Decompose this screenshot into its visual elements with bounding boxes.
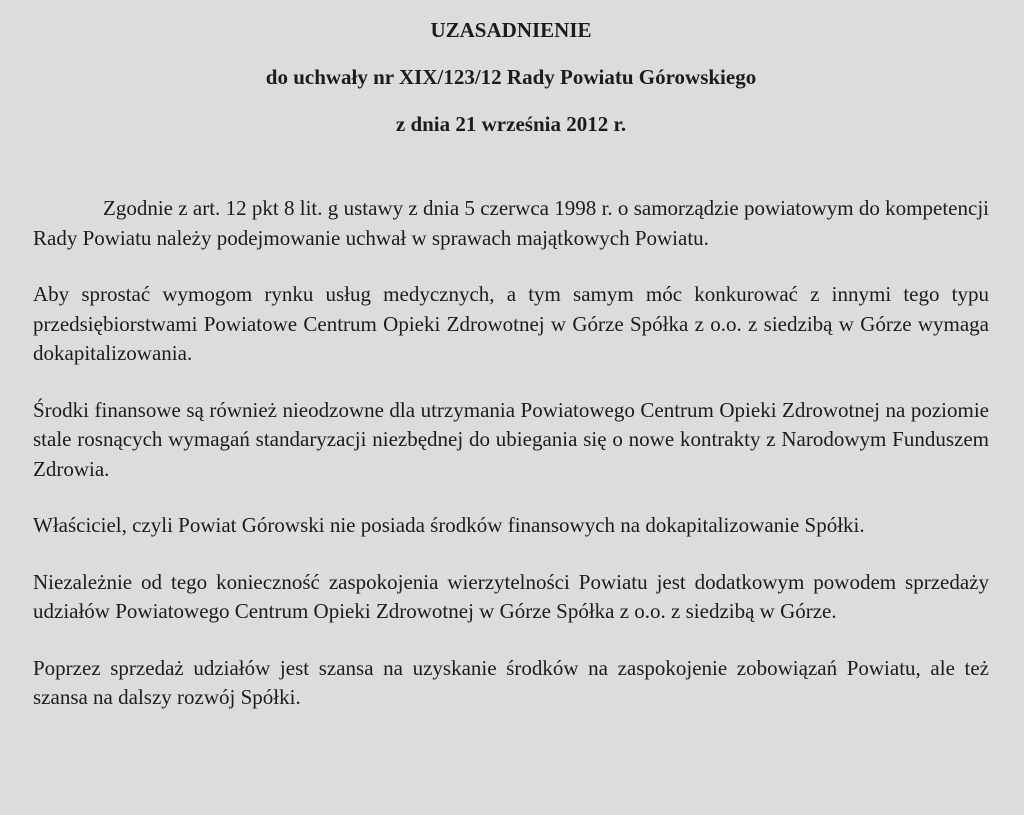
- document-date: z dnia 21 września 2012 r.: [395, 112, 627, 136]
- paragraph-sale-opportunity: Poprzez sprzedaż udziałów jest szansa na uzyskanie środków na zaspokojenie zobowiązań Powiatu, ale też szansa na dalszy rozwój Spółki.: [33, 655, 989, 709]
- document-subtitle: do uchwały nr XIX/123/12 Rady Powiatu Górowskiego: [265, 65, 757, 89]
- document-title: UZASADNIENIE: [430, 18, 592, 42]
- paragraph-recapitalization-need: Aby sprostać wymogom rynku usług medycznych, a tym samym móc konkurować z innymi tego typu przedsiębiorstwami Powiatowe Centrum Opieki Zdrowotnej w Górze Spółka z o.o. z siedzibą w Górze wymaga dokapitalizowania.: [33, 282, 989, 365]
- paragraph-legal-basis: Zgodnie z art. 12 pkt 8 lit. g ustawy z dnia 5 czerwca 1998 r. o samorządzie powiatowym do kompetencji Rady Powiatu należy podejmowanie uchwał w sprawach majątkowych Powiatu.: [33, 196, 989, 250]
- paragraph-financial-resources: Środki finansowe są również nieodzowne dla utrzymania Powiatowego Centrum Opieki Zdrowotnej na poziomie stale rosnących wymagań standaryzacji niezbędnej do ubiegania się o nowe kontrakty z Narodowym Funduszem Zdrowia.: [33, 397, 989, 481]
- paragraph-owner-funds: Właściciel, czyli Powiat Górowski nie posiada środków finansowych na dokapitalizowanie Spółki.: [33, 513, 865, 537]
- paragraph-receivables: Niezależnie od tego konieczność zaspokojenia wierzytelności Powiatu jest dodatkowym powodem sprzedaży udziałów Powiatowego Centrum Opieki Zdrowotnej w Górze Spółka z o.o. z siedzibą w Górze.: [33, 569, 989, 623]
